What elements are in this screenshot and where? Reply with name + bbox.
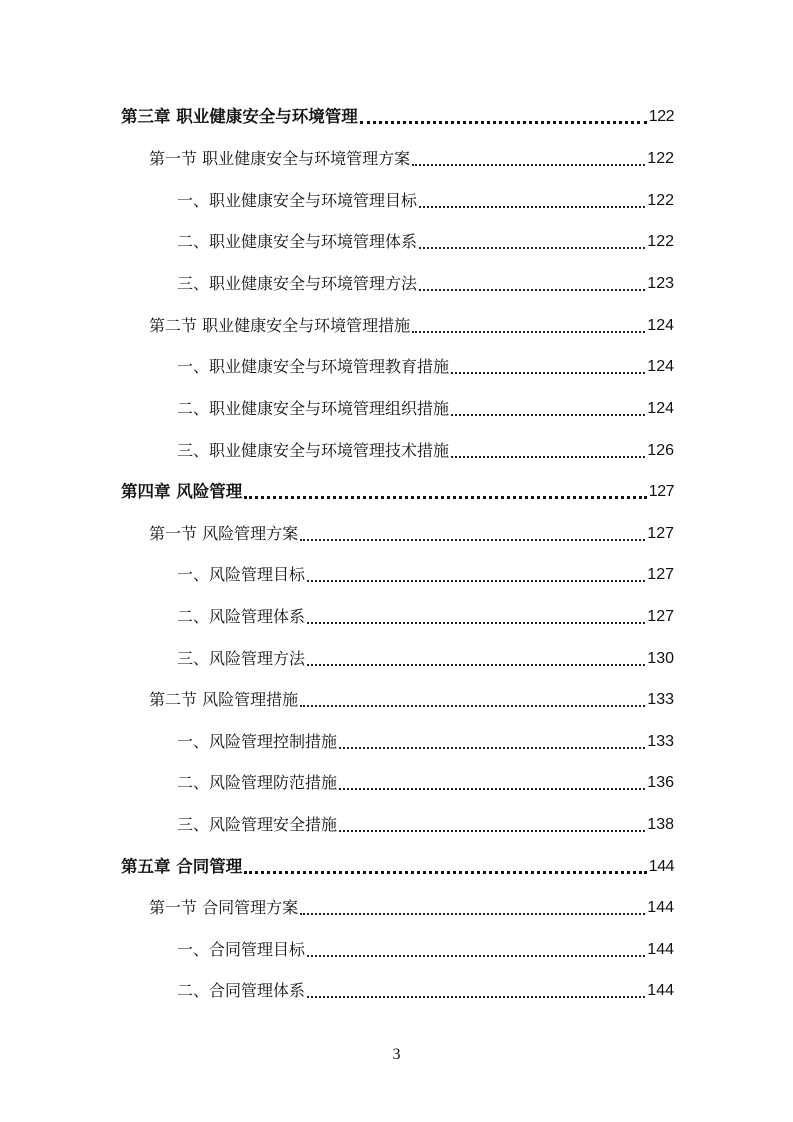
toc-dot-leader [339,743,645,749]
toc-entry-title: 第五章 合同管理 [121,857,243,876]
toc-entry-page: 133 [647,733,674,750]
toc-dot-leader [360,117,647,124]
toc-dot-leader [307,618,645,624]
toc-entry-title: 二、职业健康安全与环境管理组织措施 [177,399,450,418]
toc-entry-page: 122 [647,233,674,250]
toc-entry-title: 一、合同管理目标 [177,940,306,959]
toc-entry-page: 130 [647,650,674,667]
toc-entry-title: 第一节 合同管理方案 [149,898,299,917]
toc-entry-title: 一、职业健康安全与环境管理教育措施 [177,357,450,376]
toc-entry-chapter[interactable] [121,104,674,128]
toc-entry-page: 127 [647,608,674,625]
toc-dot-leader [339,826,645,832]
toc-entry-title: 第一节 风险管理方案 [149,524,299,543]
toc-dot-leader [412,327,645,333]
toc-entry-title: 二、职业健康安全与环境管理体系 [177,232,418,251]
toc-entry-subsection[interactable] [177,188,674,212]
toc-entry-subsection[interactable] [177,604,674,628]
toc-entry-page: 127 [648,483,674,500]
toc-dot-leader [451,452,645,458]
toc-entry-page: 126 [647,442,674,459]
page-number: 3 [392,1046,401,1063]
toc-entry-title: 三、风险管理方法 [177,649,306,668]
toc-entry-subsection[interactable] [177,812,674,836]
toc-entry-title: 二、风险管理防范措施 [177,773,338,792]
toc-entry-subsection[interactable] [177,978,674,1002]
toc-entry-chapter[interactable] [121,854,674,878]
toc-entry-page: 144 [648,858,674,875]
toc-dot-leader [300,909,645,915]
toc-entry-page: 138 [647,816,674,833]
toc-dot-leader [307,992,645,998]
toc-entry-page: 144 [647,941,674,958]
toc-entry-page: 136 [647,774,674,791]
toc-entry-section[interactable] [149,146,674,170]
toc-entry-title: 三、风险管理安全措施 [177,815,338,834]
toc-dot-leader [419,285,645,291]
toc-entry-subsection[interactable] [177,646,674,670]
toc-entry-page: 122 [648,108,674,125]
toc-dot-leader [307,951,645,957]
toc-dot-leader [419,243,645,249]
toc-entry-title: 二、风险管理体系 [177,607,306,626]
toc-entry-title: 一、风险管理控制措施 [177,732,338,751]
toc-entry-subsection[interactable] [177,271,674,295]
toc-entry-page: 122 [647,192,674,209]
toc-entry-subsection[interactable] [177,438,674,462]
toc-entry-page: 127 [647,566,674,583]
toc-dot-leader [244,492,647,499]
toc-entry-section[interactable] [149,313,674,337]
toc-dot-leader [451,410,645,416]
toc-entry-subsection[interactable] [177,937,674,961]
toc-entry-title: 三、职业健康安全与环境管理方法 [177,274,418,293]
toc-dot-leader [451,368,645,374]
toc-entry-title: 第三章 职业健康安全与环境管理 [121,107,358,126]
toc-entry-section[interactable] [149,687,674,711]
toc-entry-chapter[interactable] [121,479,674,503]
toc-entry-title: 第一节 职业健康安全与环境管理方案 [149,149,411,168]
toc-entry-page: 127 [647,525,674,542]
toc-entry-title: 第二节 风险管理措施 [149,690,299,709]
toc-dot-leader [307,660,645,666]
toc-entry-page: 124 [647,400,674,417]
toc-entry-section[interactable] [149,521,674,545]
toc-entry-page: 123 [647,275,674,292]
toc-entry-subsection[interactable] [177,229,674,253]
toc-entry-section[interactable] [149,895,674,919]
toc-dot-leader [339,784,645,790]
toc-entry-title: 第二节 职业健康安全与环境管理措施 [149,316,411,335]
toc-entry-page: 144 [647,982,674,999]
toc-entry-title: 一、风险管理目标 [177,565,306,584]
toc-entry-page: 122 [647,150,674,167]
toc-entry-subsection[interactable] [177,770,674,794]
toc-entry-subsection[interactable] [177,396,674,420]
toc-dot-leader [419,202,645,208]
toc-entry-title: 第四章 风险管理 [121,482,243,501]
toc-entry-title: 一、职业健康安全与环境管理目标 [177,191,418,210]
toc-entry-title: 三、职业健康安全与环境管理技术措施 [177,441,450,460]
toc-entry-page: 144 [647,899,674,916]
toc-entry-subsection[interactable] [177,729,674,753]
toc-entry-page: 124 [647,317,674,334]
toc-entry-page: 133 [647,691,674,708]
toc-entry-subsection[interactable] [177,354,674,378]
toc-dot-leader [307,576,645,582]
toc-entry-subsection[interactable] [177,562,674,586]
toc-dot-leader [300,701,645,707]
toc-dot-leader [300,535,645,541]
toc-entry-page: 124 [647,358,674,375]
toc-dot-leader [244,867,647,874]
toc-entry-title: 二、合同管理体系 [177,981,306,1000]
toc-dot-leader [412,160,645,166]
